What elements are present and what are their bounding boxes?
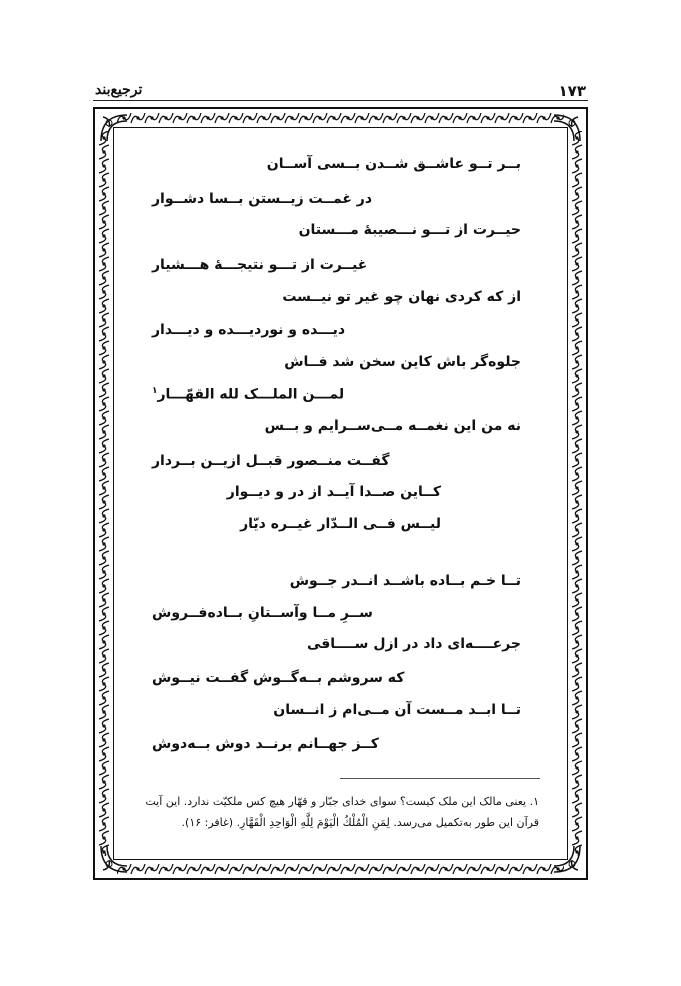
verse-line xyxy=(152,453,390,469)
verse-text: نه من این نغمــه مــی‌ســرایم و بــس xyxy=(264,418,521,434)
header-rule xyxy=(93,100,588,101)
verse-line xyxy=(307,636,521,652)
verse-text: کــز جهــانم برنــد دوش بــه‌دوش xyxy=(152,736,379,752)
verse-text: جرعــــه‌ای داد در ازل ســــاقی xyxy=(306,636,521,652)
verse-line xyxy=(152,191,372,207)
verse-line xyxy=(152,322,345,338)
verse-line xyxy=(267,156,521,172)
verse-line xyxy=(299,222,521,238)
frame-border-right xyxy=(570,131,584,856)
verse-text: دیـــده و نوردیـــده و دیـــدار xyxy=(152,322,346,338)
verse-text: لیــس فــی الــدّار غیــره دیّار xyxy=(240,516,441,532)
verse-line xyxy=(265,418,521,434)
page-number: ۱۷۳ xyxy=(558,82,586,100)
verse-line xyxy=(152,257,367,273)
verse-text: گفــت منــصور قبــل ازیــن بــردار xyxy=(152,453,390,469)
verse-text: که سروشم بــه‌گــوش گفــت نیــوش xyxy=(152,670,405,686)
verse-line xyxy=(152,605,373,621)
frame-border-bottom xyxy=(117,862,564,876)
verse-text: تــا خـم بــاده باشــد انــدر جــوش xyxy=(289,573,521,589)
verse-text: حیــرت از تـــو نـــصیبهٔ مـــستان xyxy=(298,222,521,238)
footnote-line: ۱. یعنی مالک این ملک کیست؟ سوای خدای جبّار و قهّار هیچ کس ملکیّت ندارد. این آیت xyxy=(145,795,539,808)
verse-line xyxy=(273,702,521,718)
running-title: ترجیع‌بند xyxy=(95,82,143,98)
verse-line xyxy=(152,386,344,403)
verse-text: کــاین صــدا آیــد از در و دیــوار xyxy=(226,484,441,500)
verse-line xyxy=(282,289,521,305)
footnote-marker: ۱ xyxy=(152,386,158,396)
verse-text: در غمــت زیــستن بــسا دشــوار xyxy=(152,191,373,207)
verse-text: لمـــن الملـــک لله القهّـــار xyxy=(157,386,345,403)
verse-text: از که کردی نهان چو غیر تو نیــست xyxy=(282,289,521,305)
verse-line xyxy=(152,670,404,686)
verse-line xyxy=(240,516,441,532)
verse-line xyxy=(227,484,441,500)
verse-line xyxy=(152,736,379,752)
frame-border-top xyxy=(117,111,564,125)
footnote-line: قرآن این طور به‌تکمیل می‌رسد. لِمَنِ الْمُلْكُ الْيَوْمَ لِلَّهِ الْوَاحِدِ الْقَهَّارِ. (غافر: ۱۶). xyxy=(181,816,539,829)
verse-text: جلوه‌گر باش کاین سخن شد فــاش xyxy=(284,354,521,370)
verse-line xyxy=(284,354,521,370)
verse-text: غیــرت از تـــو نتیجـــهٔ هـــشیار xyxy=(152,257,368,273)
frame-border-left xyxy=(97,131,111,856)
verse-text: بــر تــو عاشــق شــدن بــسی آســان xyxy=(266,156,521,172)
verse-text: ســرِ مــا وآســتانِ بــاده‌فــروش xyxy=(152,605,373,621)
verse-line xyxy=(290,573,521,589)
footnote-rule xyxy=(340,778,540,779)
verse-text: تــا ابــد مــست آن مــی‌ام ز انــسان xyxy=(273,702,521,718)
